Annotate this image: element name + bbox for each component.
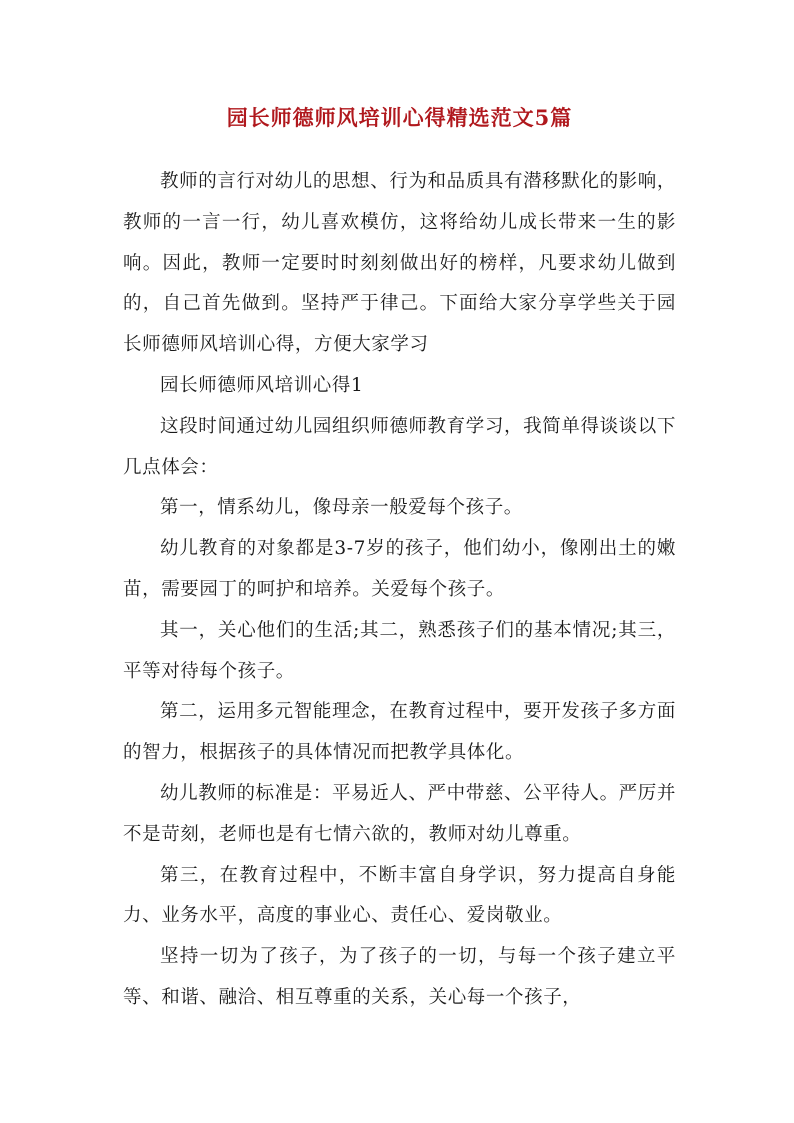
paragraph: 幼儿教育的对象都是3-7岁的孩子，他们幼小，像刚出土的嫩苗，需要园丁的呵护和培养。关爱每个孩子。 [123, 538, 676, 600]
paragraph: 这段时间通过幼儿园组织师德师教育学习，我简单得谈谈以下几点体会： [123, 415, 676, 478]
paragraph: 幼儿教师的标准是：平易近人、严中带慈、公平待人。严厉并不是苛刻，老师也是有七情六欲的，教师对幼儿尊重。 [123, 782, 676, 845]
paragraph: 第一，情系幼儿，像母亲一般爱每个孩子。 [160, 497, 523, 519]
document-body [123, 162, 676, 1019]
paragraph: 坚持一切为了孩子，为了孩子的一切，与每一个孩子建立平等、和谐、融洽、相互尊重的关系，关心每一个孩子， [123, 946, 676, 1008]
paragraph: 其一，关心他们的生活;其二，熟悉孩子们的基本情况;其三，平等对待每个孩子。 [123, 619, 676, 682]
paragraph-intro: 教师的言行对幼儿的思想、行为和品质具有潜移默化的影响，教师的一言一行，幼儿喜欢模仿，这将给幼儿成长带来一生的影响。因此，教师一定要时时刻刻做出好的榜样，凡要求幼儿做到的，自己首先做到。坚持严于律己。下面给大家分享学些关于园长师德师风培训心得，方便大家学习 [123, 171, 676, 356]
section-heading: 园长师德师风培训心得1 [160, 374, 364, 396]
document-title: 园长师德师风培训心得精选范文5篇 [226, 105, 573, 130]
paragraph: 第二，运用多元智能理念，在教育过程中，要开发孩子多方面的智力，根据孩子的具体情况而把教学具体化。 [123, 701, 676, 764]
paragraph: 第三，在教育过程中，不断丰富自身学识，努力提高自身能力、业务水平，高度的事业心、责任心、爱岗敬业。 [123, 864, 676, 927]
